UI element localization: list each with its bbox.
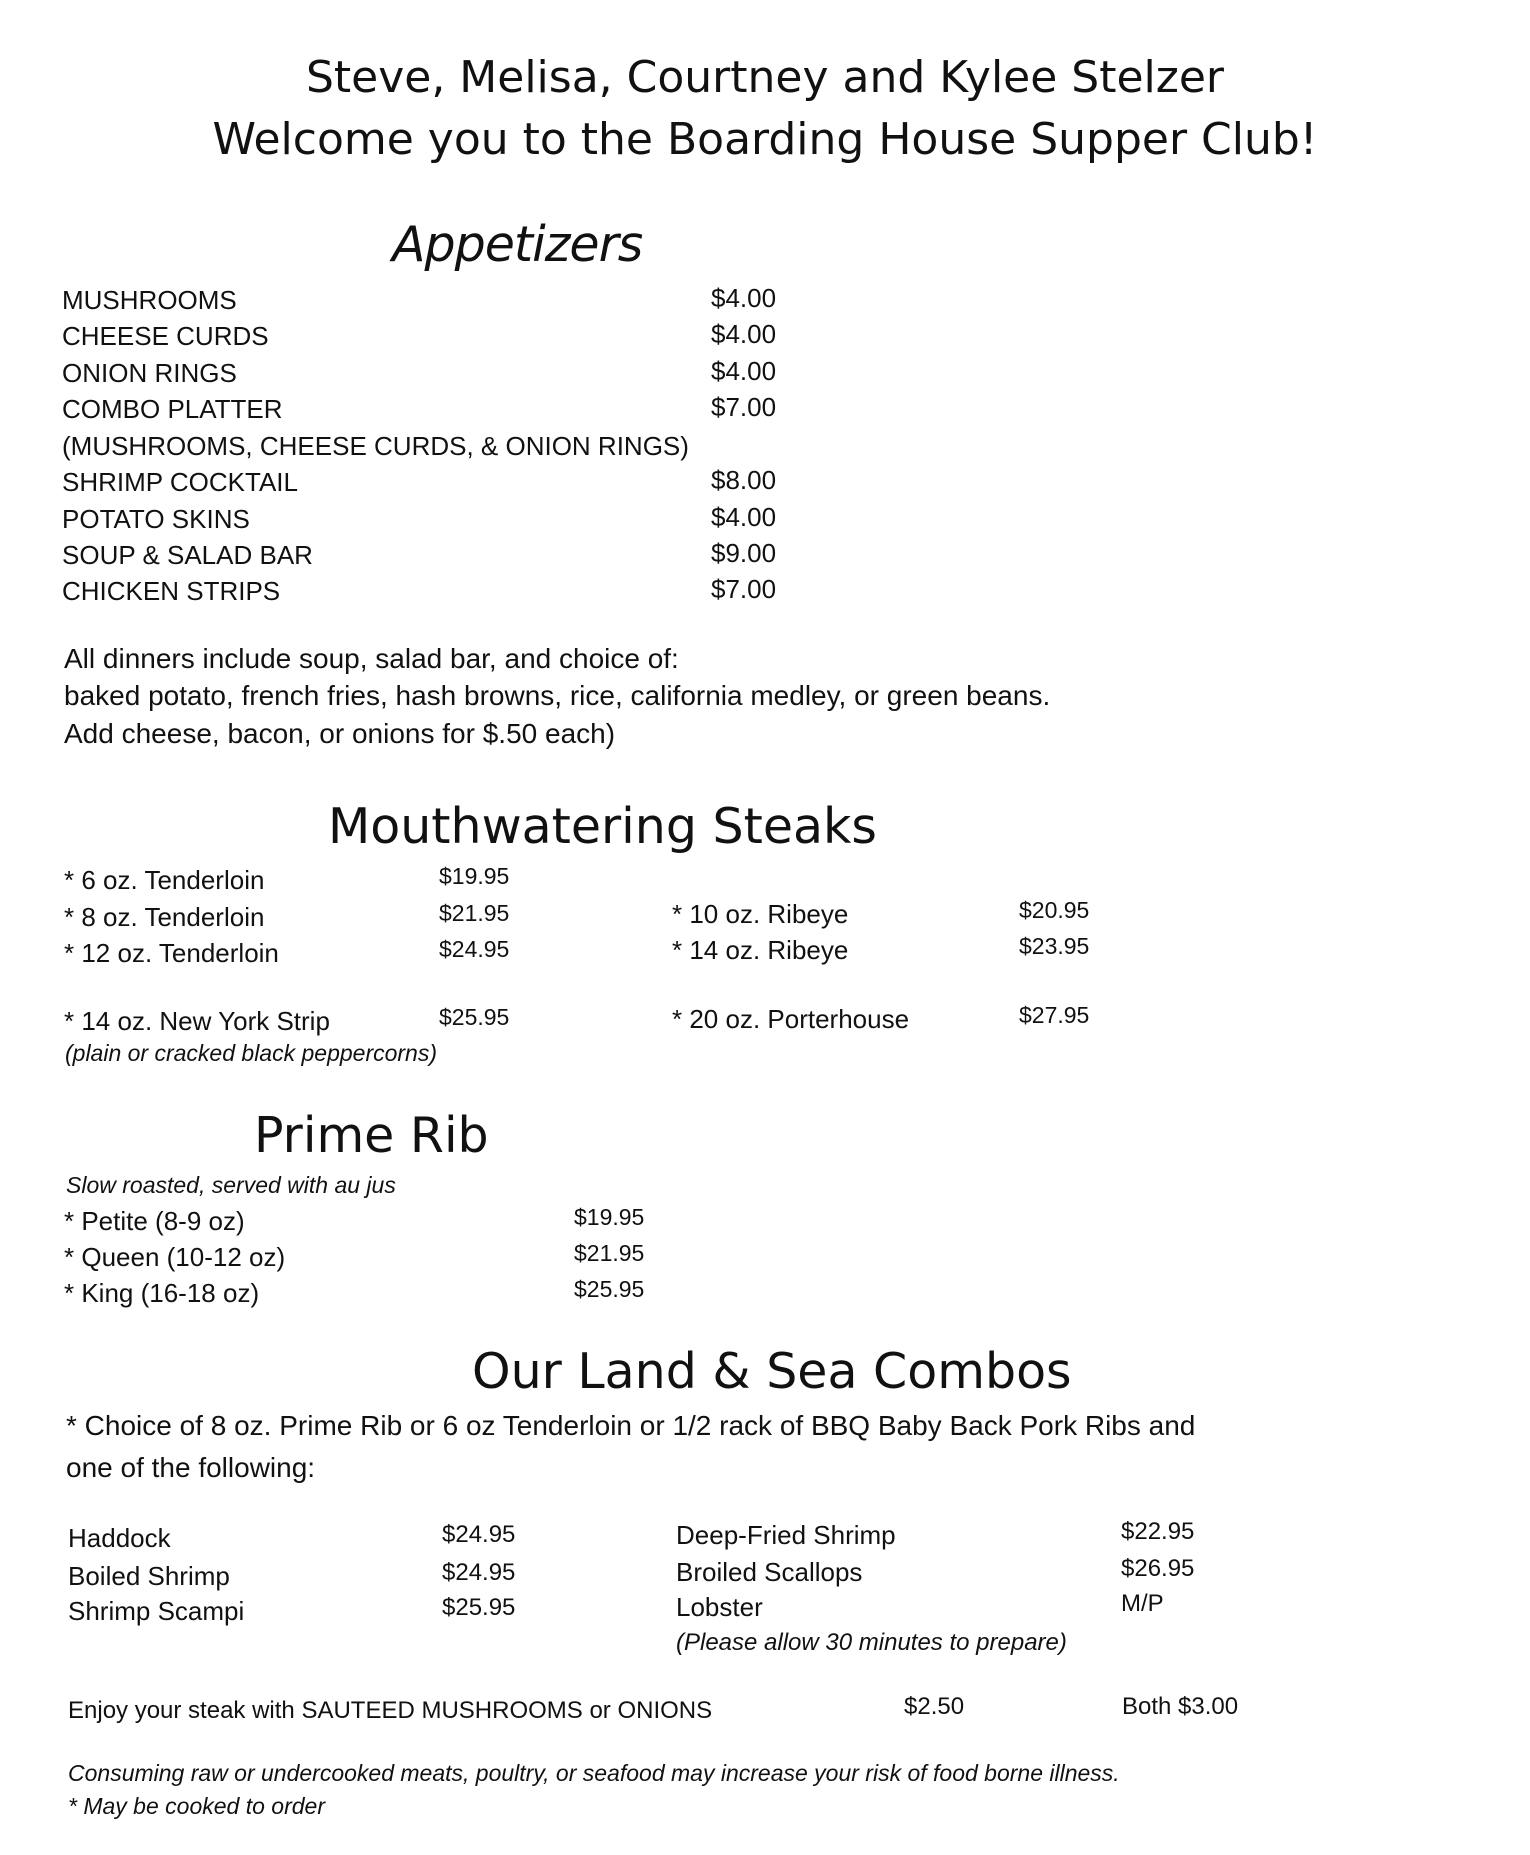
menu-item-name: * 6 oz. Tenderloin — [64, 865, 265, 895]
menu-item-price: $25.95 — [439, 1004, 510, 1030]
menu-item-name: Deep-Fried Shrimp — [676, 1520, 896, 1550]
menu-item-price: $9.00 — [711, 538, 777, 568]
menu-item-name: POTATO SKINS — [62, 504, 250, 534]
header-line-2: Welcome you to the Boarding House Supper Club! — [212, 114, 1318, 165]
menu-item-name: Boiled Shrimp — [68, 1561, 230, 1591]
menu-item-price: $21.95 — [574, 1240, 645, 1266]
menu-item-name: * 14 oz. New York Strip — [64, 1006, 330, 1036]
menu-item-price: $21.95 — [439, 900, 510, 926]
dinners-note-line-1: All dinners include soup, salad bar, and choice of: — [64, 643, 679, 674]
combos-intro-line-2: one of the following: — [66, 1452, 316, 1483]
appetizers-title: Appetizers — [392, 216, 643, 273]
prime-rib-subtitle: Slow roasted, served with au jus — [66, 1172, 396, 1198]
menu-item-price: $22.95 — [1121, 1518, 1195, 1545]
menu-item-name: * 10 oz. Ribeye — [672, 899, 849, 929]
menu-item-price: $24.95 — [442, 1559, 516, 1586]
menu-item-name: SHRIMP COCKTAIL — [62, 467, 298, 497]
menu-item-name: (MUSHROOMS, CHEESE CURDS, & ONION RINGS) — [62, 431, 689, 461]
menu-item-price: $7.00 — [711, 392, 777, 422]
menu-item-price: $7.00 — [711, 574, 777, 604]
menu-item-name: Broiled Scallops — [676, 1557, 863, 1587]
menu-item-price: $19.95 — [574, 1204, 645, 1230]
cook-to-order-note: * May be cooked to order — [68, 1793, 325, 1819]
food-safety-warning: Consuming raw or undercooked meats, poultry, or seafood may increase your risk of food borne illness. — [68, 1760, 1120, 1786]
menu-item-name: Lobster — [676, 1592, 763, 1622]
header-line-1: Steve, Melisa, Courtney and Kylee Stelzer — [305, 52, 1225, 103]
combos-title: Our Land & Sea Combos — [472, 1343, 1072, 1400]
steaks-title: Mouthwatering Steaks — [328, 798, 877, 855]
menu-item-name: * 8 oz. Tenderloin — [64, 902, 265, 932]
menu-item-name: * Petite (8-9 oz) — [64, 1206, 245, 1236]
menu-item-name: * King (16-18 oz) — [64, 1278, 260, 1308]
menu-item-price: $4.00 — [711, 502, 777, 532]
menu-item-price: $24.95 — [439, 936, 510, 962]
menu-item-name: * 14 oz. Ribeye — [672, 935, 849, 965]
dinners-note-line-3: Add cheese, bacon, or onions for $.50 each) — [64, 718, 616, 749]
menu-item-price: $19.95 — [439, 863, 510, 889]
menu-item-price: $8.00 — [711, 465, 777, 495]
menu-item-name: ONION RINGS — [62, 358, 237, 388]
menu-item-price: $4.00 — [711, 319, 777, 349]
menu-item-name: Haddock — [68, 1523, 171, 1553]
addon-price: $2.50 — [904, 1693, 965, 1720]
combos-intro-line-1: * Choice of 8 oz. Prime Rib or 6 oz Tenderloin or 1/2 rack of BBQ Baby Back Pork Ribs and — [66, 1410, 1196, 1441]
menu-item-name: COMBO PLATTER — [62, 394, 283, 424]
menu-item-name: Shrimp Scampi — [68, 1596, 245, 1626]
menu-item-name: CHEESE CURDS — [62, 321, 269, 351]
dinners-note-line-2: baked potato, french fries, hash browns, rice, california medley, or green beans. — [64, 680, 1051, 711]
menu-item-price: $25.95 — [442, 1594, 516, 1621]
menu-item-name: CHICKEN STRIPS — [62, 576, 281, 606]
menu-item-price: $4.00 — [711, 356, 777, 386]
lobster-note: (Please allow 30 minutes to prepare) — [676, 1629, 1067, 1656]
menu-item-price: $4.00 — [711, 283, 777, 313]
menu-item-price: $20.95 — [1019, 897, 1090, 923]
menu-item-price: $26.95 — [1121, 1555, 1195, 1582]
strip-note: (plain or cracked black peppercorns) — [65, 1040, 438, 1066]
menu-item-name: * Queen (10-12 oz) — [64, 1242, 286, 1272]
prime-rib-title: Prime Rib — [254, 1107, 489, 1164]
menu-item-price: $27.95 — [1019, 1002, 1090, 1028]
menu-item-name: * 12 oz. Tenderloin — [64, 938, 279, 968]
menu-item-price: $24.95 — [442, 1521, 516, 1548]
menu-item-name: * 20 oz. Porterhouse — [672, 1004, 910, 1034]
addon-both-price: Both $3.00 — [1122, 1693, 1239, 1720]
menu-item-name: SOUP & SALAD BAR — [62, 540, 313, 570]
menu-item-price: $25.95 — [574, 1276, 645, 1302]
menu-item-price: M/P — [1121, 1590, 1164, 1617]
menu-item-name: MUSHROOMS — [62, 285, 237, 315]
addon-text: Enjoy your steak with SAUTEED MUSHROOMS or ONIONS — [68, 1697, 713, 1724]
menu-item-price: $23.95 — [1019, 933, 1090, 959]
